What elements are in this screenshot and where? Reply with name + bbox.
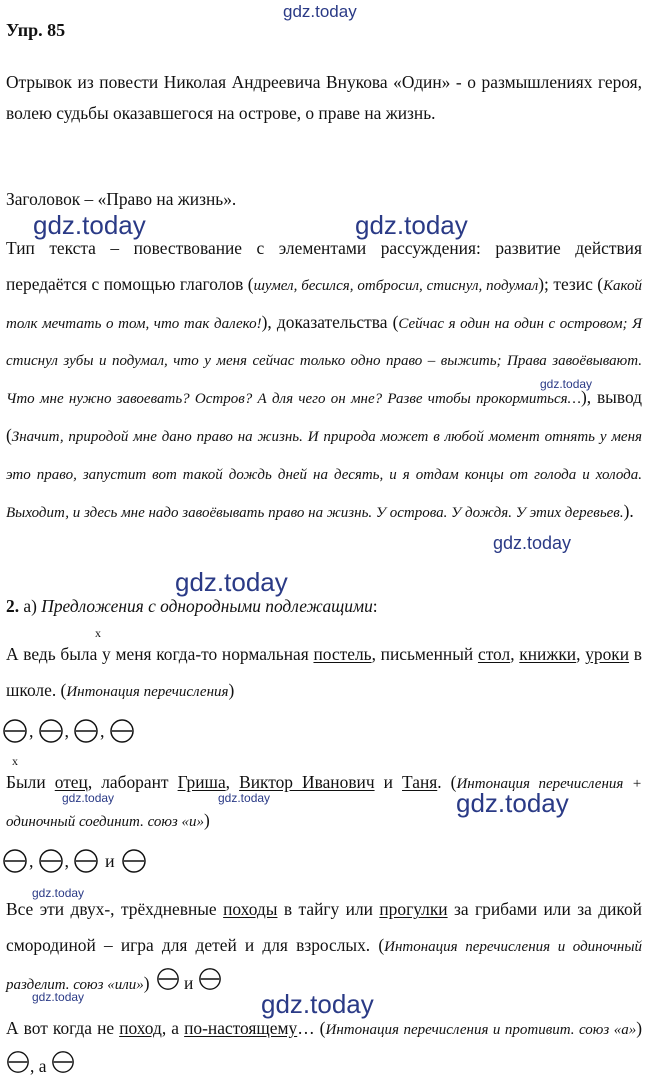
watermark: gdz.today xyxy=(218,791,271,805)
section-2-heading: 2. а) Предложения с однородными подлежащими: xyxy=(6,596,378,616)
conclusion: Значит, природой мне дано право на жизнь. И природа может в любой момент отнять у меня это право, запустит вот такой дождь дней на десять, и я отдам концы от голода и холода. Выходит, и здесь мне надо завоёвывать право на жизнь. У острова. У дождя. У этих деревьев. xyxy=(6,428,642,521)
predicate-mark: x xyxy=(95,626,101,640)
predicate-mark: x xyxy=(12,754,18,768)
subject-circle-icon xyxy=(73,718,99,744)
watermark: gdz.today xyxy=(33,210,146,240)
subject-circle-icon xyxy=(38,718,64,744)
schema-2: , , и xyxy=(2,846,147,876)
thesis: Какой толк мечтать о том, что так далеко! xyxy=(6,277,642,332)
watermark: gdz.today xyxy=(175,567,288,597)
subject-circle-icon xyxy=(73,848,99,874)
text-type-paragraph: Тип текста – повествование с элементами рассуждения: развитие действия передаётся с помощью глаголов (шумел, бесился, отбросил, стиснул, подумал); тезис (Какой толк мечтать о том, что так далеко!), доказательства (Сейчас я один на один с островом; Я стиснул зубы и подумал, что у меня сейчас только одно право – выжить; Права завоёвывают. Что мне нужно завоевать? Остров? А для чего он мне? Разве чтобы прокормиться…), вывод (Значит, природой мне дано право на жизнь. И природа может в любой момент отнять у меня это право, запустит вот такой дождь дней на десять, и я отдам концы от голода и холода. Выходит, и здесь мне надо завоёвывать право на жизнь. У острова. У дождя. У этих деревьев.). xyxy=(6,238,642,521)
verbs-list: шумел, бесился, отбросил, стиснул, подумал xyxy=(253,277,539,294)
proof: Сейчас я один на один с островом; Я стиснул зубы и подумал, что у меня сейчас только одно право – выжить; Права завоёвывают. Что мне нужно завоевать? Остров? А для чего он мне? Разве чтобы прокормиться… xyxy=(6,315,642,408)
subject-circle-icon xyxy=(6,1050,30,1074)
subject-circle-icon xyxy=(2,848,28,874)
subject-circle-icon xyxy=(109,718,135,744)
subject-circle-icon xyxy=(38,848,64,874)
watermark: gdz.today xyxy=(493,533,572,553)
sentence-1: А ведь была у меня когда-то нормальная постель, письменный стол, книжки, уроки в школе. (Интонация перечисления) xyxy=(6,644,642,700)
schema-1: , , , xyxy=(2,716,135,746)
intro-paragraph: Отрывок из повести Николая Андреевича Внукова «Один» - о размышлениях героя, волею судьбы оказавшегося на острове, о праве на жизнь. xyxy=(6,72,642,123)
subject-circle-icon xyxy=(198,967,222,991)
watermark: gdz.today xyxy=(32,990,85,1004)
watermark: gdz.today xyxy=(283,2,357,21)
subject-circle-icon xyxy=(121,848,147,874)
watermark: gdz.today xyxy=(355,210,468,240)
watermark: gdz.today xyxy=(456,788,569,818)
exercise-title: Упр. 85 xyxy=(6,20,66,40)
heading-line: Заголовок – «Право на жизнь». xyxy=(6,189,237,209)
sentence-2: Были отец, лаборант Гриша, Виктор Иванович и Таня. (Интонация перечисления + одиночный соединит. союз «и») xyxy=(6,772,642,830)
watermark: gdz.today xyxy=(540,377,593,391)
watermark: gdz.today xyxy=(62,791,115,805)
subject-circle-icon xyxy=(156,967,180,991)
sentence-3: Все эти двух-, трёхдневные походы в тайгу или прогулки за грибами или за дикой смородиной – игра для детей и для взрослых. (Интонация перечисления и одиночный разделит. союз «или») и xyxy=(6,899,642,993)
subject-circle-icon xyxy=(2,718,28,744)
watermark: gdz.today xyxy=(261,989,374,1019)
subject-circle-icon xyxy=(51,1050,75,1074)
watermark: gdz.today xyxy=(32,886,85,900)
sentence-4: А вот когда не поход, а по-настоящему… (Интонация перечисления и противит. союз «а») , а xyxy=(6,1018,643,1076)
